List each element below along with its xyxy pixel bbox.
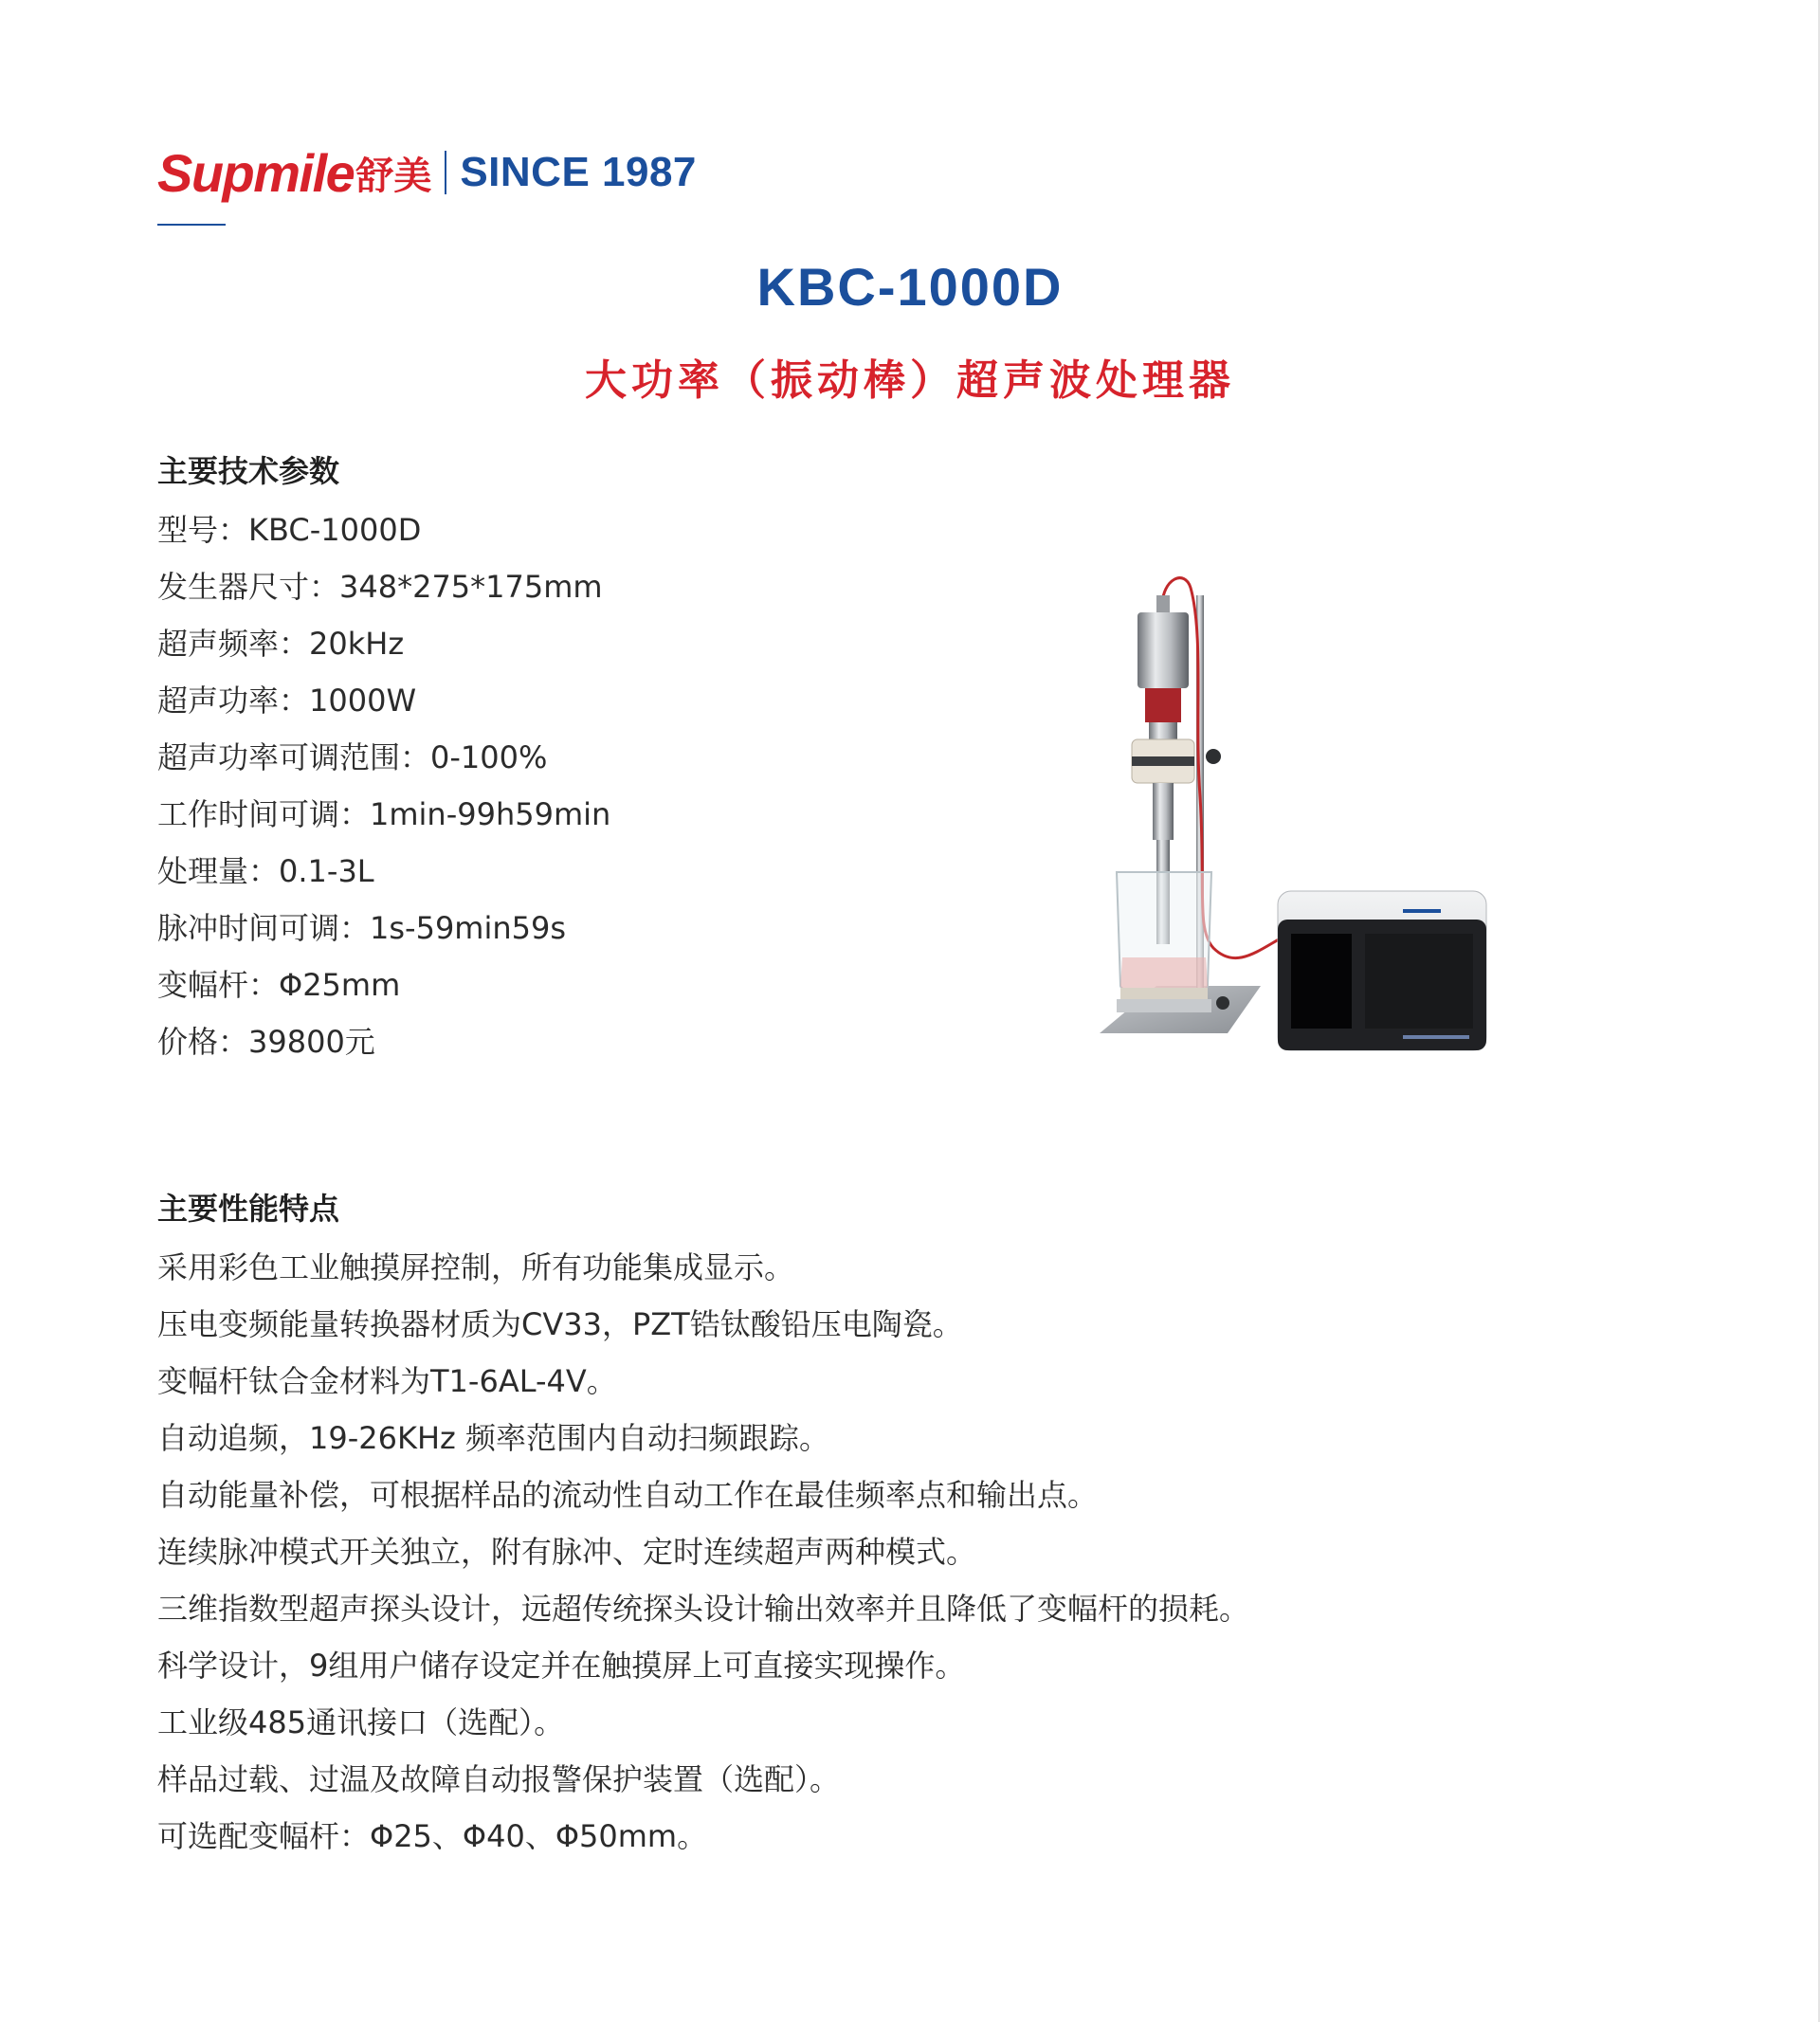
- spec-item: 超声频率：20kHz: [157, 626, 405, 662]
- feature-item: 三维指数型超声探头设计，远超传统探头设计输出效率并且降低了变幅杆的损耗。: [157, 1591, 1250, 1627]
- feature-section: [157, 1186, 1249, 1865]
- brand-logo: [157, 142, 697, 203]
- spec-section: [157, 448, 610, 1070]
- spec-item: 工作时间可调：1min-99h59min: [157, 796, 611, 832]
- beaker-stand: [1120, 988, 1208, 999]
- clamp-knob: [1206, 749, 1221, 764]
- front-panel: [1365, 934, 1473, 1029]
- transducer-collar: [1145, 688, 1181, 722]
- product-subtitle: 大功率（振动棒）超声波处理器: [585, 356, 1235, 405]
- feature-item: 科学设计，9组用户储存设定并在触摸屏上可直接实现操作。: [157, 1648, 966, 1684]
- beaker-liquid: [1120, 957, 1208, 993]
- feature-item: 采用彩色工业触摸屏控制，所有功能集成显示。: [157, 1249, 795, 1285]
- feature-item: 连续脉冲模式开关独立，附有脉冲、定时连续超声两种模式。: [157, 1534, 977, 1570]
- base-knob: [1216, 996, 1229, 1010]
- model-title: KBC-1000D: [756, 257, 1064, 317]
- ultrasonic-processor-illustration: [1071, 550, 1526, 1062]
- spec-item: 处理量：0.1-3L: [157, 853, 374, 889]
- header-rule: [157, 224, 226, 226]
- logo-divider: [445, 151, 446, 194]
- clamp-band: [1132, 756, 1194, 766]
- spec-item: 超声功率可调范围：0-100%: [157, 739, 548, 775]
- logo-since: SINCE 1987: [460, 149, 697, 195]
- spec-list: [157, 501, 610, 1070]
- horn-middle: [1153, 783, 1174, 840]
- box-logo-mark: [1403, 909, 1441, 913]
- logo-brand-text: Supmile: [157, 142, 355, 203]
- connector: [1156, 595, 1170, 612]
- feature-item: 工业级485通讯接口（选配）。: [157, 1704, 565, 1740]
- spec-item: 超声功率：1000W: [157, 683, 417, 719]
- spec-heading: 主要技术参数: [157, 453, 340, 489]
- product-photo: [1071, 550, 1526, 1062]
- feature-item: 压电变频能量转换器材质为CV33，PZT锆钛酸铅压电陶瓷。: [157, 1306, 963, 1342]
- spec-item: 发生器尺寸：348*275*175mm: [157, 569, 603, 605]
- feature-item: 自动能量补偿，可根据样品的流动性自动工作在最佳频率点和输出点。: [157, 1477, 1099, 1513]
- logo-brand-cn: 舒美: [355, 154, 432, 198]
- feature-item: 可选配变幅杆：Φ25、Φ40、Φ50mm。: [157, 1818, 708, 1854]
- transducer-body: [1138, 612, 1189, 688]
- feature-item: 变幅杆钛合金材料为T1-6AL-4V。: [157, 1363, 617, 1399]
- spec-item: 型号：KBC-1000D: [157, 512, 422, 548]
- feature-list: [157, 1239, 1249, 1865]
- spec-item: 价格：39800元: [157, 1024, 375, 1060]
- feature-item: 样品过载、过温及故障自动报警保护装置（选配）。: [157, 1761, 841, 1797]
- box-label-mark: [1403, 1035, 1469, 1039]
- spec-item: 脉冲时间可调：1s-59min59s: [157, 910, 567, 946]
- spec-item: 变幅杆：Φ25mm: [157, 967, 401, 1003]
- feature-heading: 主要性能特点: [157, 1191, 340, 1227]
- touch-screen: [1291, 934, 1352, 1029]
- beaker-base: [1117, 999, 1211, 1012]
- feature-item: 自动追频，19-26KHz 频率范围内自动扫频跟踪。: [157, 1420, 830, 1456]
